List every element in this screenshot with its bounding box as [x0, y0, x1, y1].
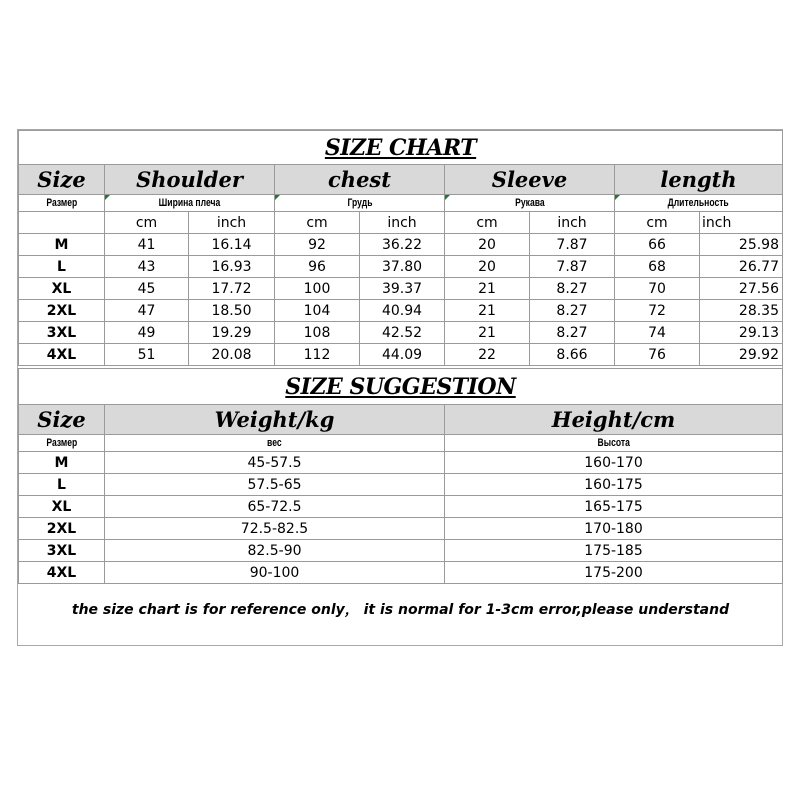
size-cell: 3XL	[19, 540, 105, 562]
value-cell: 19.29	[189, 322, 275, 344]
unit-cell: cm	[275, 212, 360, 234]
value-cell: 43	[105, 256, 189, 278]
height-cell: 170-180	[445, 518, 783, 540]
value-cell: 25.98	[700, 234, 783, 256]
value-cell: 29.13	[700, 322, 783, 344]
value-cell: 20.08	[189, 344, 275, 366]
size-cell: 2XL	[19, 300, 105, 322]
weight-cell: 90-100	[105, 562, 445, 584]
table-row	[19, 278, 783, 300]
header-ru-length: Длительность	[615, 195, 783, 212]
size-cell: L	[19, 256, 105, 278]
size-chart-title: SIZE CHART	[19, 131, 783, 165]
weight-cell: 45-57.5	[105, 452, 445, 474]
value-cell: 92	[275, 234, 360, 256]
size-cell: 2XL	[19, 518, 105, 540]
table-row	[19, 496, 783, 518]
value-cell: 51	[105, 344, 189, 366]
unit-cell: inch	[360, 212, 445, 234]
table-row	[19, 452, 783, 474]
value-cell: 8.66	[530, 344, 615, 366]
value-cell: 68	[615, 256, 700, 278]
value-cell: 47	[105, 300, 189, 322]
header-ru-shoulder: Ширина плеча	[105, 195, 275, 212]
header-ru-size: Размер	[19, 435, 105, 452]
value-cell: 74	[615, 322, 700, 344]
header-ru-weight: вес	[105, 435, 445, 452]
header-length: length	[615, 165, 783, 195]
header-sleeve: Sleeve	[445, 165, 615, 195]
weight-cell: 65-72.5	[105, 496, 445, 518]
header-ru-size: Размер	[19, 195, 105, 212]
unit-cell: cm	[105, 212, 189, 234]
value-cell: 40.94	[360, 300, 445, 322]
value-cell: 70	[615, 278, 700, 300]
header-ru-height: Высота	[445, 435, 783, 452]
header-size: Size	[19, 405, 105, 435]
height-cell: 175-200	[445, 562, 783, 584]
weight-cell: 82.5-90	[105, 540, 445, 562]
size-chart-sheet	[17, 129, 783, 646]
unit-cell: cm	[615, 212, 700, 234]
value-cell: 16.14	[189, 234, 275, 256]
height-cell: 160-170	[445, 452, 783, 474]
header-weight: Weight/kg	[105, 405, 445, 435]
size-cell: L	[19, 474, 105, 496]
value-cell: 104	[275, 300, 360, 322]
table-row	[19, 540, 783, 562]
reference-note: the size chart is for reference only， it is normal for 1-3cm error,please understand	[71, 601, 730, 618]
table-row	[19, 518, 783, 540]
value-cell: 7.87	[530, 234, 615, 256]
value-cell: 18.50	[189, 300, 275, 322]
weight-cell: 57.5-65	[105, 474, 445, 496]
table-row	[19, 474, 783, 496]
size-cell: M	[19, 234, 105, 256]
value-cell: 20	[445, 256, 530, 278]
header-height: Height/cm	[445, 405, 783, 435]
table-row	[19, 344, 783, 366]
table-row	[19, 256, 783, 278]
value-cell: 22	[445, 344, 530, 366]
value-cell: 100	[275, 278, 360, 300]
value-cell: 66	[615, 234, 700, 256]
size-cell: M	[19, 452, 105, 474]
unit-cell: inch	[530, 212, 615, 234]
unit-cell: cm	[445, 212, 530, 234]
height-cell: 160-175	[445, 474, 783, 496]
value-cell: 26.77	[700, 256, 783, 278]
value-cell: 17.72	[189, 278, 275, 300]
value-cell: 8.27	[530, 300, 615, 322]
value-cell: 42.52	[360, 322, 445, 344]
value-cell: 45	[105, 278, 189, 300]
value-cell: 21	[445, 300, 530, 322]
value-cell: 76	[615, 344, 700, 366]
unit-cell-empty	[19, 212, 105, 234]
weight-cell: 72.5-82.5	[105, 518, 445, 540]
value-cell: 20	[445, 234, 530, 256]
value-cell: 108	[275, 322, 360, 344]
size-cell: 4XL	[19, 562, 105, 584]
value-cell: 39.37	[360, 278, 445, 300]
value-cell: 8.27	[530, 278, 615, 300]
table-row	[19, 562, 783, 584]
header-shoulder: Shoulder	[105, 165, 275, 195]
value-cell: 36.22	[360, 234, 445, 256]
value-cell: 96	[275, 256, 360, 278]
header-size: Size	[19, 165, 105, 195]
value-cell: 28.35	[700, 300, 783, 322]
size-cell: XL	[19, 496, 105, 518]
size-cell: XL	[19, 278, 105, 300]
value-cell: 16.93	[189, 256, 275, 278]
table-row	[19, 234, 783, 256]
value-cell: 49	[105, 322, 189, 344]
header-ru-sleeve: Рукава	[445, 195, 615, 212]
height-cell: 165-175	[445, 496, 783, 518]
value-cell: 21	[445, 278, 530, 300]
size-cell: 4XL	[19, 344, 105, 366]
size-suggestion-table	[18, 368, 783, 634]
value-cell: 41	[105, 234, 189, 256]
value-cell: 37.80	[360, 256, 445, 278]
value-cell: 44.09	[360, 344, 445, 366]
value-cell: 72	[615, 300, 700, 322]
value-cell: 112	[275, 344, 360, 366]
value-cell: 7.87	[530, 256, 615, 278]
table-row	[19, 322, 783, 344]
table-row	[19, 300, 783, 322]
header-ru-chest: Грудь	[275, 195, 445, 212]
size-chart-table	[18, 130, 783, 366]
height-cell: 175-185	[445, 540, 783, 562]
value-cell: 29.92	[700, 344, 783, 366]
value-cell: 21	[445, 322, 530, 344]
value-cell: 8.27	[530, 322, 615, 344]
unit-cell: inch	[700, 212, 783, 234]
unit-cell: inch	[189, 212, 275, 234]
value-cell: 27.56	[700, 278, 783, 300]
header-chest: chest	[275, 165, 445, 195]
size-suggestion-title: SIZE SUGGESTION	[19, 369, 783, 405]
size-cell: 3XL	[19, 322, 105, 344]
